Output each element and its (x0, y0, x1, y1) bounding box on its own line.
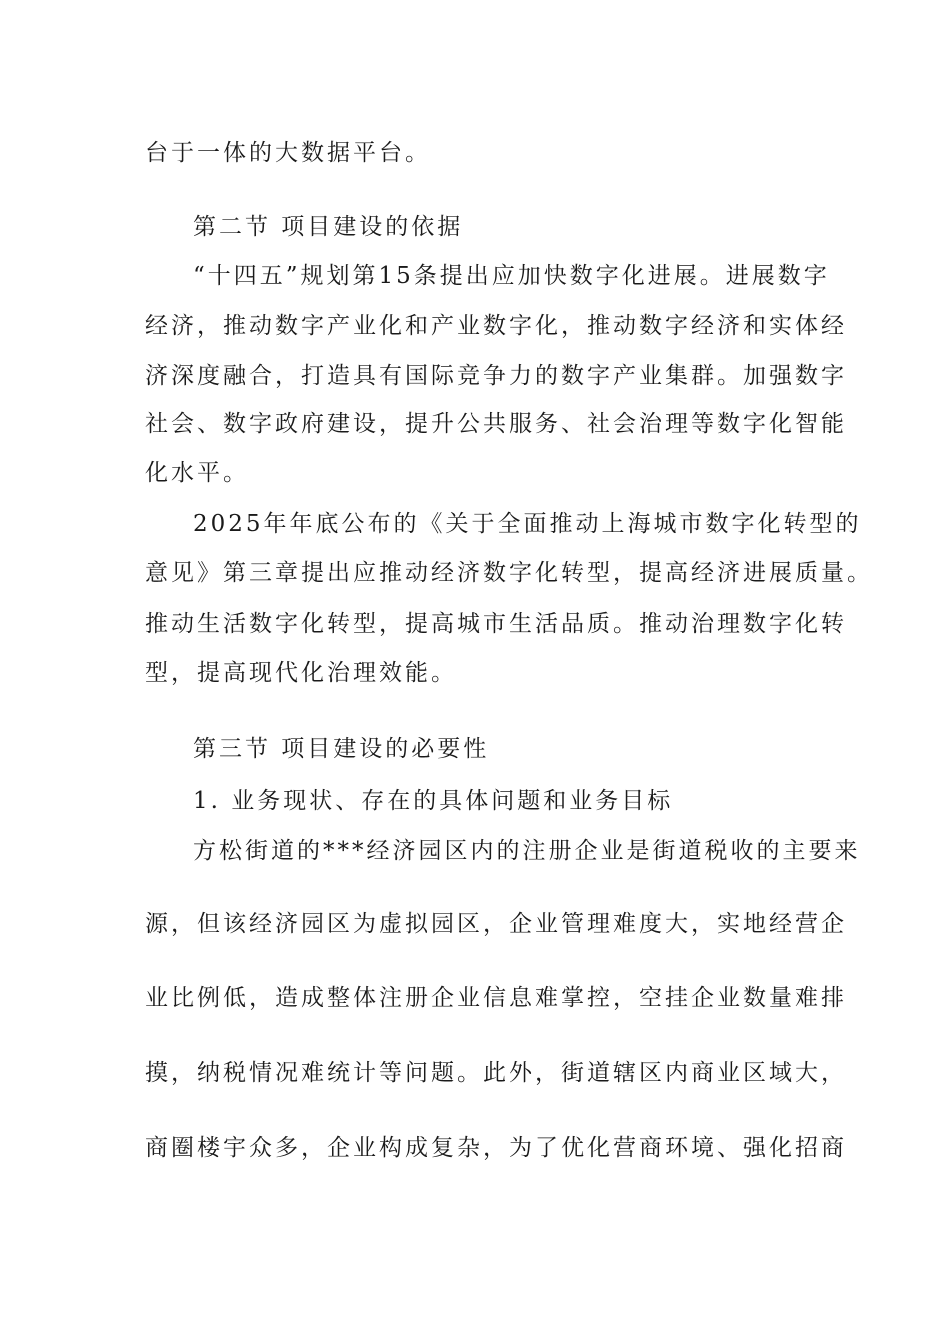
section3-heading: 第三节 项目建设的必要性 (193, 736, 490, 762)
section2-heading: 第二节 项目建设的依据 (193, 214, 464, 240)
section2-para1-line-1: “十四五”规划第15条提出应加快数字化进展。进展数字 (193, 263, 830, 289)
intro-line-1: 台于一体的大数据平台。 (145, 140, 431, 166)
section2-para1-line-3: 济深度融合，打造具有国际竞争力的数字产业集群。加强数字 (145, 363, 847, 389)
section3-para1-line-1: 方松街道的***经济园区内的注册企业是街道税收的主要来 (193, 838, 861, 864)
section2-para1-line-4: 社会、数字政府建设，提升公共服务、社会治理等数字化智能 (145, 411, 847, 437)
section2-para2-line-2: 意见》第三章提出应推动经济数字化转型，提高经济进展质量。 (145, 560, 873, 586)
section3-para1-line-5: 商圈楼宇众多，企业构成复杂，为了优化营商环境、强化招商 (145, 1135, 847, 1161)
section3-subheading: 1. 业务现状、存在的具体问题和业务目标 (193, 788, 674, 814)
section3-para1-line-2: 源，但该经济园区为虚拟园区，企业管理难度大，实地经营企 (145, 911, 847, 937)
section2-para1-line-2: 经济，推动数字产业化和产业数字化，推动数字经济和实体经 (145, 313, 847, 339)
section3-para1-line-4: 摸，纳税情况难统计等问题。此外，街道辖区内商业区域大， (145, 1060, 847, 1086)
section2-para2-line-1: 2025年年底公布的《关于全面推动上海城市数字化转型的 (193, 511, 862, 537)
section2-para1-line-5: 化水平。 (145, 460, 249, 486)
section2-para2-line-4: 型，提高现代化治理效能。 (145, 660, 457, 686)
section2-para2-line-3: 推动生活数字化转型，提高城市生活品质。推动治理数字化转 (145, 611, 847, 637)
section3-para1-line-3: 业比例低，造成整体注册企业信息难掌控，空挂企业数量难排 (145, 985, 847, 1011)
